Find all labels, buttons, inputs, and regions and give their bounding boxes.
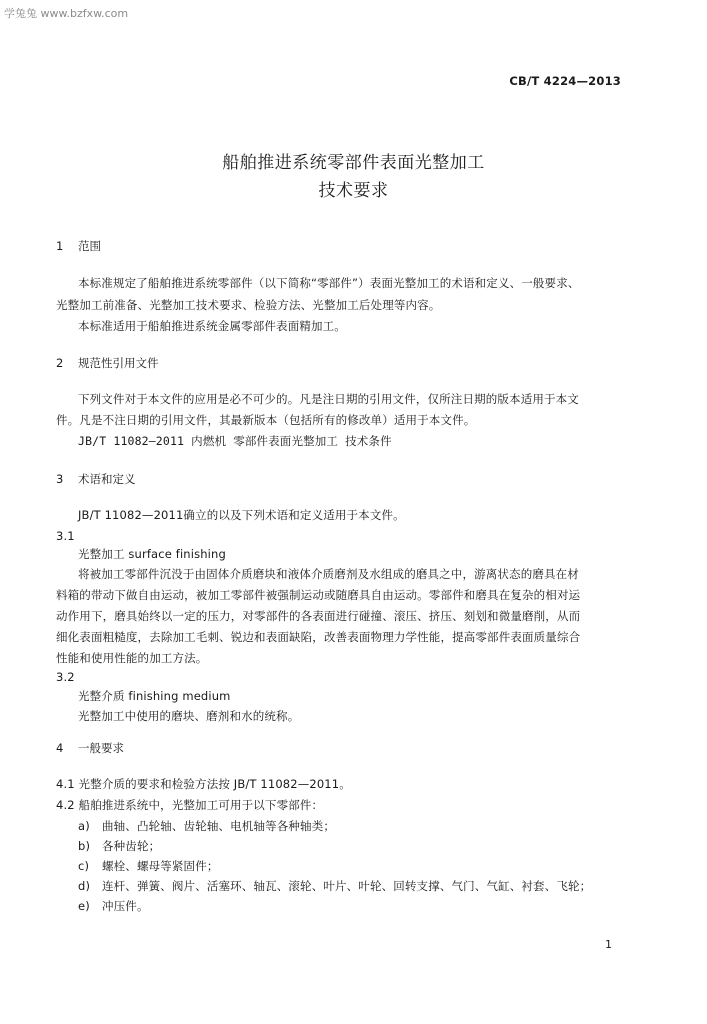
section-title: 规范性引用文件	[78, 356, 159, 370]
definition-line: 动作用下，磨具始终以一定的压力，对零部件的各表面进行碰撞、滚压、挤压、刻划和微量磨削，从而	[56, 609, 581, 623]
list-text: 螺栓、螺母等紧固件；	[102, 859, 219, 873]
definition-line: 细化表面粗糙度，去除加工毛刺、锐边和表面缺陷，改善表面物理力学性能，提高零部件表面质量综合	[56, 630, 581, 644]
paragraph-line: 件。凡是不注日期的引用文件，其最新版本（包括所有的修改单）适用于本文件。	[56, 413, 476, 427]
term-title: 光整加工 surface finishing	[78, 547, 226, 561]
paragraph-line: JB/T 11082—2011确立的以及下列术语和定义适用于本文件。	[78, 508, 405, 522]
page-number: 1	[605, 938, 612, 951]
list-item	[78, 898, 149, 914]
standard-number: CB/T 4224—2013	[509, 74, 621, 88]
list-label: e)	[78, 899, 90, 913]
term-title: 光整介质 finishing medium	[78, 689, 231, 703]
list-item	[78, 878, 591, 894]
clause-4-2: 4.2 船舶推进系统中，光整加工可用于以下零部件：	[56, 798, 324, 812]
paragraph-line: 下列文件对于本文件的应用是必不可少的。凡是注日期的引用文件，仅所注日期的版本适用于本文	[78, 392, 579, 406]
paragraph-line: 光整加工前准备、光整加工技术要求、检验方法、光整加工后处理等内容。	[56, 298, 441, 312]
term-number: 3.2	[56, 670, 75, 684]
section-number: 2	[56, 356, 64, 370]
normative-reference: JB/T 11082—2011 内燃机 零部件表面光整加工 技术条件	[78, 434, 392, 448]
paragraph-line: 本标准规定了船舶推进系统零部件（以下简称“零部件”）表面光整加工的术语和定义、一般要求、	[78, 276, 580, 290]
section-1-heading	[56, 238, 101, 254]
section-number: 1	[56, 239, 64, 253]
list-text: 各种齿轮；	[102, 839, 161, 853]
section-4-heading	[56, 740, 124, 756]
list-label: b)	[78, 839, 91, 853]
definition-line: 将被加工零部件沉没于由固体介质磨块和液体介质磨剂及水组成的磨具之中，游离状态的磨具在材	[78, 567, 579, 581]
section-3-heading	[56, 471, 136, 487]
list-item	[78, 838, 160, 854]
section-2-heading	[56, 355, 159, 371]
list-item	[78, 818, 335, 834]
list-label: c)	[78, 859, 90, 873]
watermark-text: 学兔兔 www.bzfxw.com	[4, 7, 129, 20]
definition-line: 光整加工中使用的磨块、磨剂和水的统称。	[78, 709, 300, 723]
paragraph-line: 本标准适用于船舶推进系统金属零部件表面精加工。	[78, 319, 346, 333]
section-title: 术语和定义	[78, 472, 136, 486]
clause-4-1: 4.1 光整介质的要求和检验方法按 JB/T 11082—2011。	[56, 777, 351, 791]
document-title: 船舶推进系统零部件表面光整加工	[222, 153, 485, 173]
document-subtitle: 技术要求	[318, 181, 389, 201]
definition-line: 料箱的带动下做自由运动，被加工零部件被强制运动或随磨具自由运动。零部件和磨具在复杂的相对运	[56, 588, 581, 602]
list-label: a)	[78, 819, 90, 833]
list-text: 连杆、弹簧、阀片、活塞环、轴瓦、滚轮、叶片、叶轮、回转支撑、气门、气缸、衬套、飞轮；	[102, 879, 592, 893]
section-title: 一般要求	[78, 741, 124, 755]
section-title: 范围	[78, 239, 101, 253]
definition-line: 性能和使用性能的加工方法。	[56, 651, 208, 665]
list-label: d)	[78, 879, 91, 893]
list-item	[78, 858, 219, 874]
section-number: 4	[56, 741, 64, 755]
list-text: 冲压件。	[102, 899, 149, 913]
term-number: 3.1	[56, 529, 75, 543]
list-text: 曲轴、凸轮轴、齿轮轴、电机轴等各种轴类；	[102, 819, 335, 833]
section-number: 3	[56, 472, 64, 486]
